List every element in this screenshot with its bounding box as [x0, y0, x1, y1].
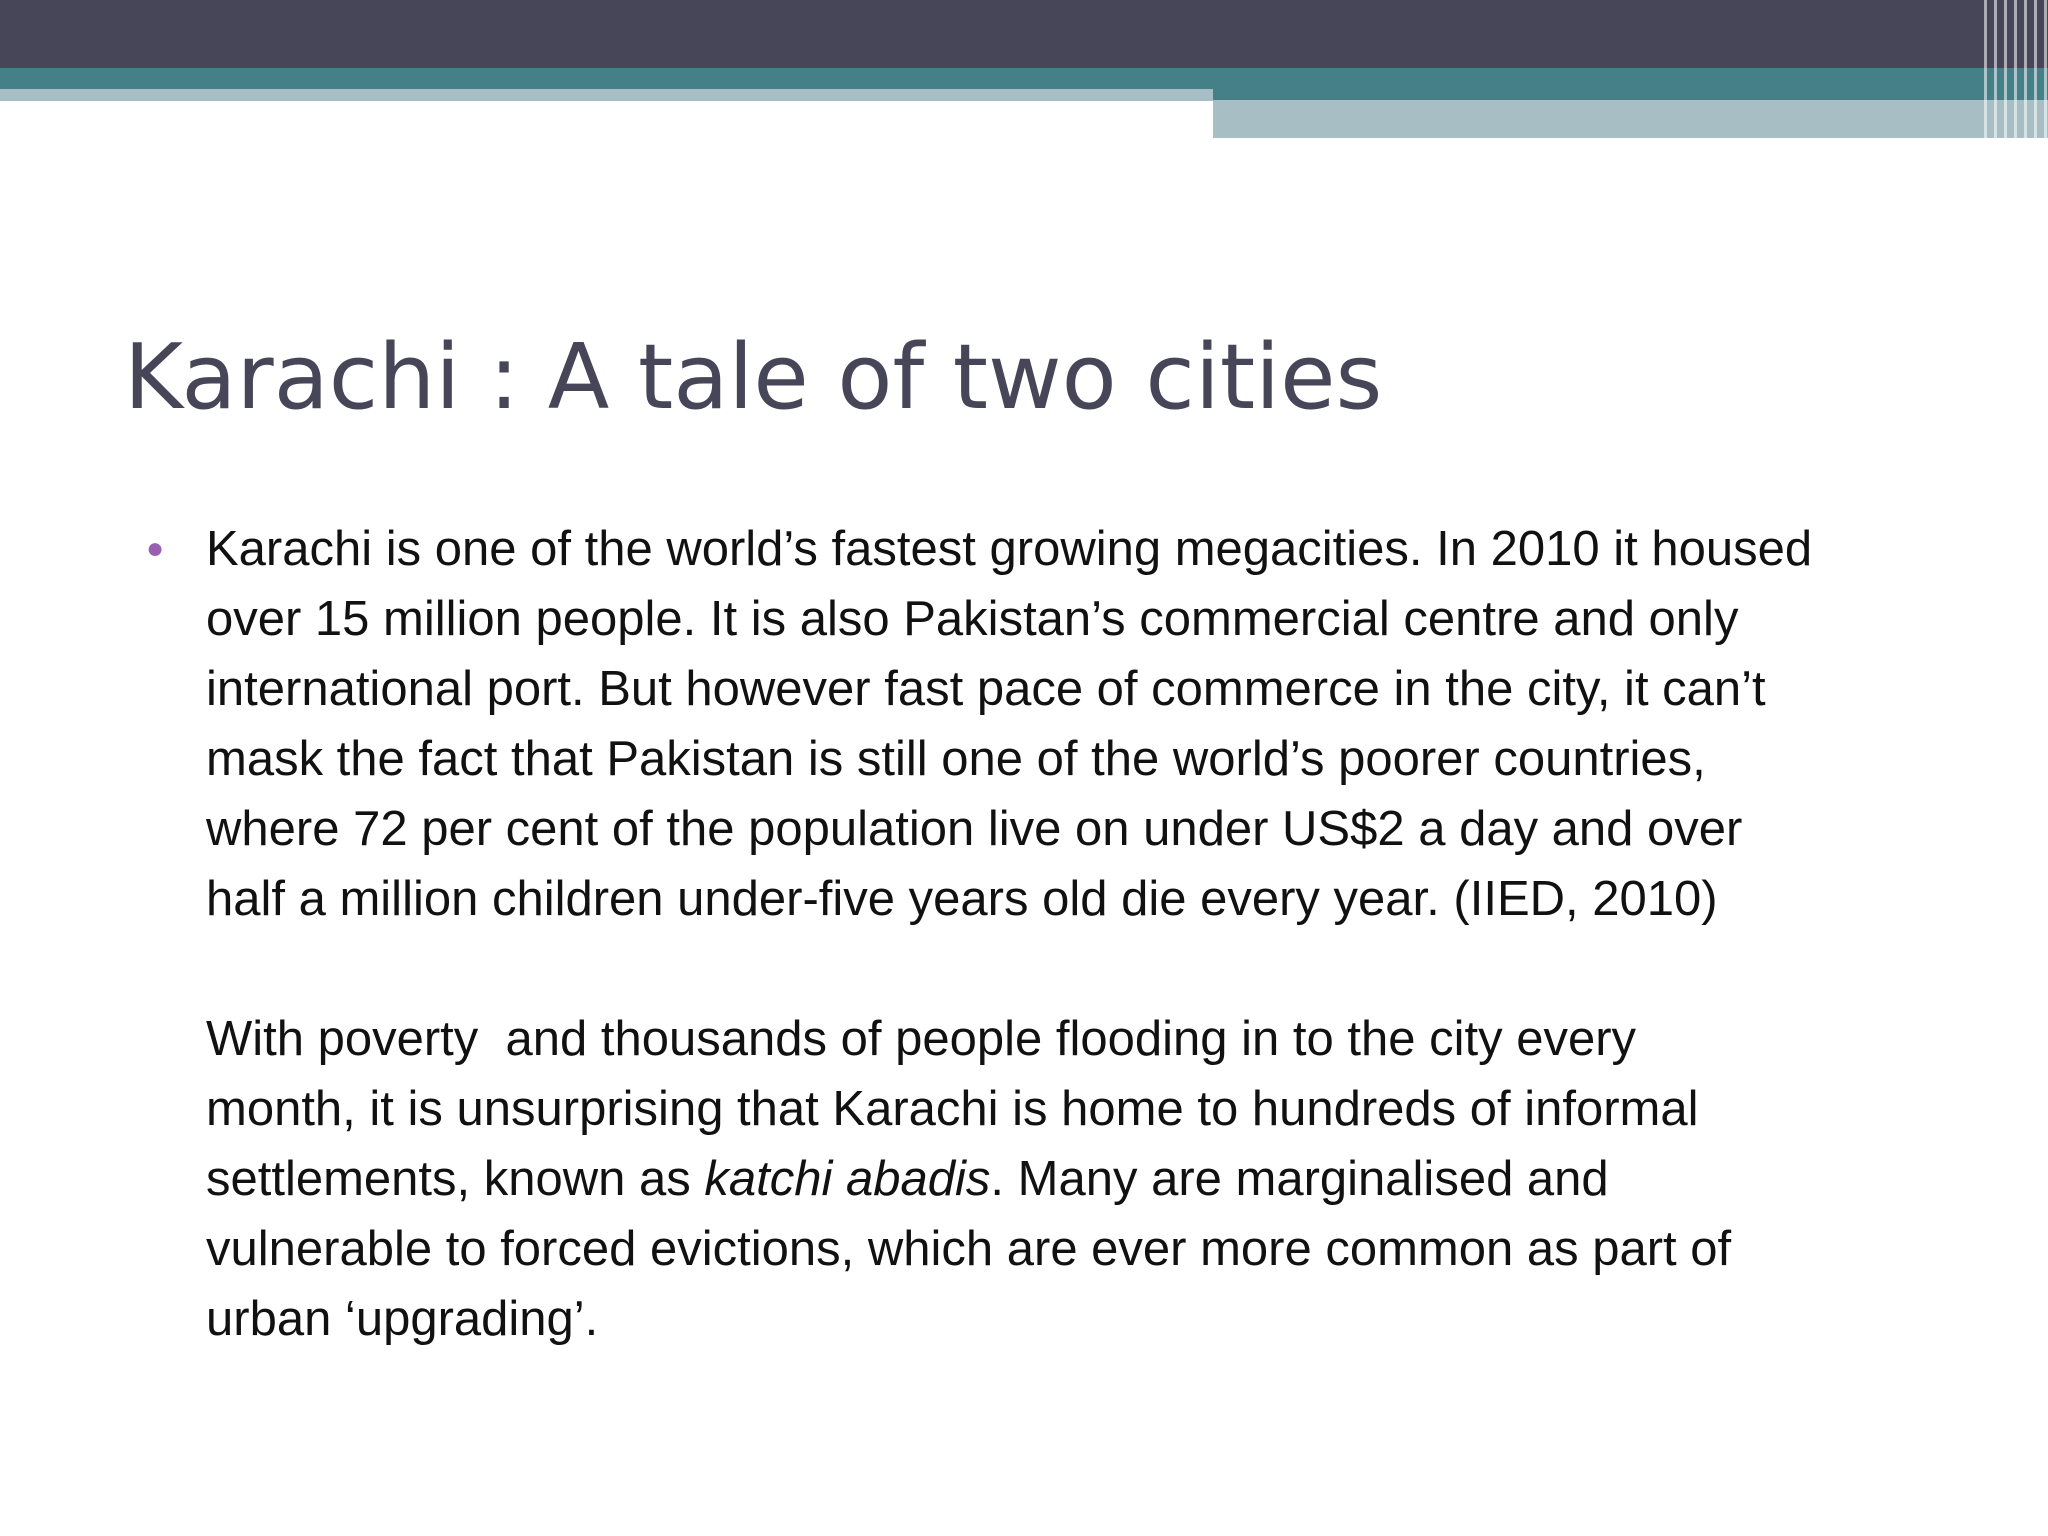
paragraph-1: [206, 514, 1986, 934]
paragraph-1-line: international port. But however fast pace of commerce in the city, it can’t: [206, 662, 1766, 716]
header-band-dark: [0, 0, 2048, 68]
paragraph-gap: [206, 934, 1986, 1004]
paragraph-1-line: Karachi is one of the world’s fastest growing megacities. In 2010 it housed: [206, 522, 1813, 576]
paragraph-2-text: settlements, known as: [206, 1152, 705, 1206]
paragraph-2-text: . Many are marginalised and: [990, 1152, 1609, 1206]
header-band-light-right: [1213, 100, 2048, 138]
paragraph-2-line: vulnerable to forced evictions, which are ever more common as part of: [206, 1222, 1732, 1276]
paragraph-2: [206, 1004, 1986, 1354]
paragraph-2-line: With poverty and thousands of people flooding in to the city every: [206, 1012, 1637, 1066]
header-edge-stripes: [1984, 0, 2048, 138]
paragraph-1-line: over 15 million people. It is also Pakistan’s commercial centre and only: [206, 592, 1739, 646]
paragraph-2-line: urban ‘upgrading’.: [206, 1292, 599, 1346]
bullet-item: [146, 514, 1986, 1354]
paragraph-1-line: where 72 per cent of the population live on under US$2 a day and over: [206, 802, 1743, 856]
slide-title: Karachi : A tale of two cities: [124, 325, 1383, 430]
paragraph-2-line: [206, 1144, 1986, 1214]
paragraph-2-line: month, it is unsurprising that Karachi is home to hundreds of informal: [206, 1082, 1699, 1136]
paragraph-1-line: mask the fact that Pakistan is still one of the world’s poorer countries,: [206, 732, 1706, 786]
paragraph-1-line: half a million children under-five years old die every year. (IIED, 2010): [206, 872, 1718, 926]
katchi-abadis-term: katchi abadis: [704, 1152, 991, 1206]
bullet-dot-icon: ●: [146, 532, 165, 565]
header-band-light-left: [0, 89, 1213, 101]
slide-body: [146, 514, 1986, 1354]
